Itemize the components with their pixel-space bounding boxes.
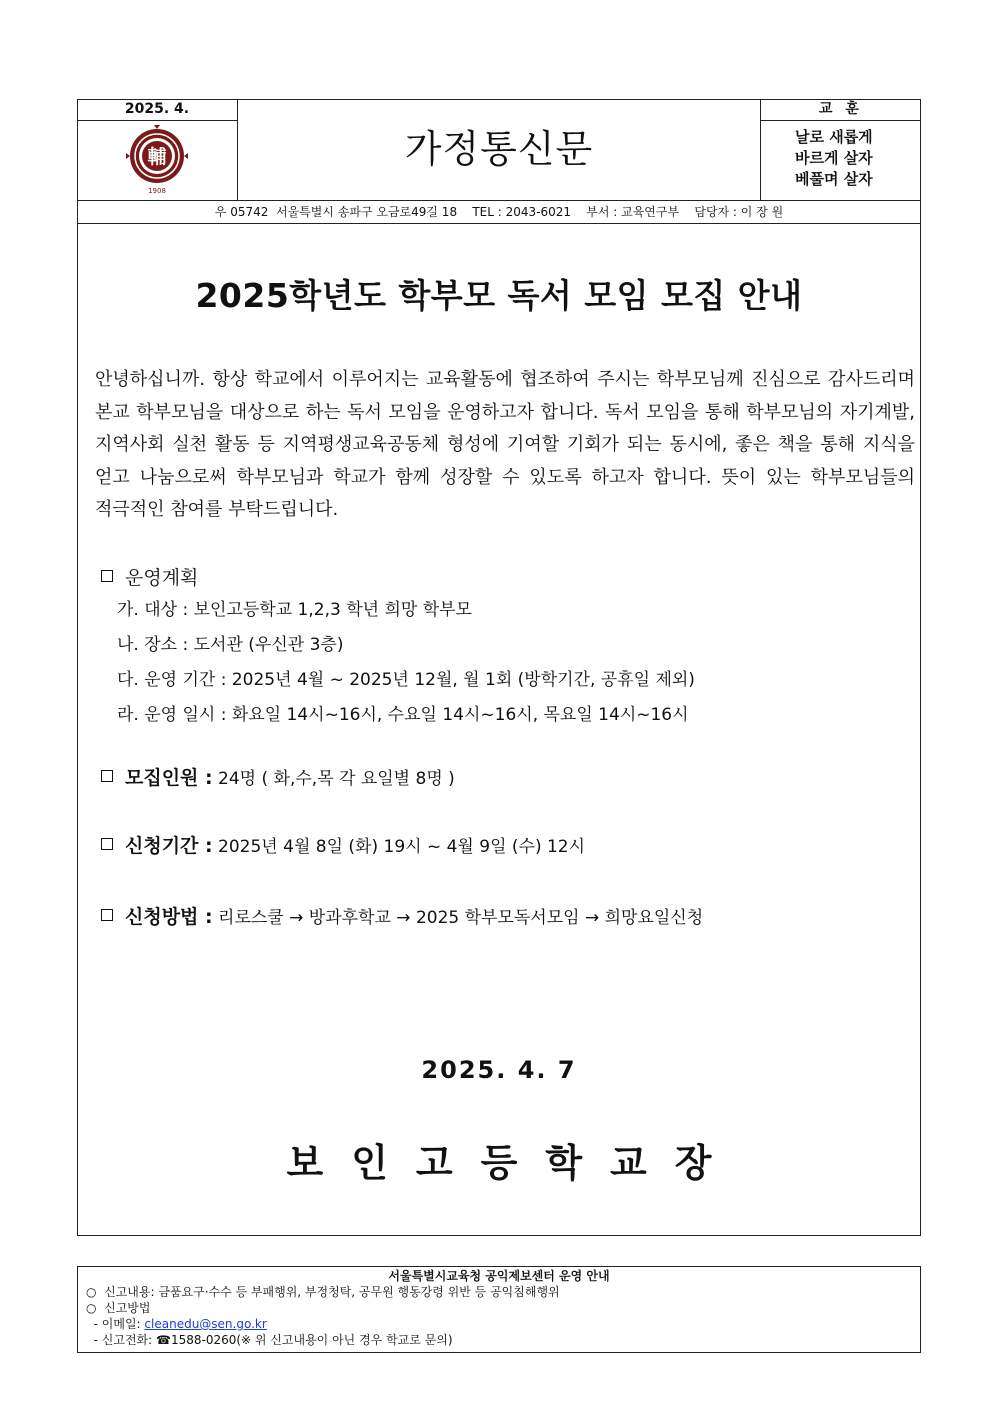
email-link[interactable]: cleanedu@sen.go.kr — [144, 1317, 267, 1331]
motto-line: 바르게 살자 — [795, 149, 873, 167]
footer-line: ○ 신고방법 — [86, 1301, 151, 1315]
motto — [760, 121, 921, 200]
school-logo — [77, 121, 238, 200]
footer-line: - 신고전화: ☎1588-0260(※ 위 신고내용이 아닌 경우 학교로 문의) — [86, 1333, 453, 1347]
logo-char: 輔 — [147, 146, 167, 168]
period-section — [101, 833, 585, 860]
plan-heading: 운영계획 — [101, 565, 198, 591]
checkbox-icon — [101, 770, 113, 782]
signer: 보인고등학교장 — [286, 1141, 740, 1185]
recruit-section — [101, 765, 455, 792]
issue-date: 2025. 4. — [77, 99, 238, 121]
document-title: 2025학년도 학부모 독서 모임 모집 안내 — [195, 276, 803, 315]
plan-item: 가. 대상 : 보인고등학교 1,2,3 학년 희망 학부모 — [117, 600, 472, 620]
motto-line: 날로 새롭게 — [795, 128, 873, 146]
footer-title: 서울특별시교육청 공익제보센터 운영 안내 — [388, 1269, 610, 1283]
plan-item: 나. 장소 : 도서관 (우신관 3층) — [117, 635, 344, 655]
method-value: 리로스쿨 → 방과후학교 → 2025 학부모독서모임 → 희망요일신청 — [212, 908, 704, 928]
method-label: 신청방법 : — [125, 906, 213, 928]
recruit-label: 모집인원 : — [125, 767, 213, 789]
period-label: 신청기간 : — [125, 835, 213, 857]
footer-email-line: - 이메일: cleanedu@sen.go.kr — [86, 1317, 267, 1331]
newsletter-title: 가정통신문 — [404, 127, 594, 171]
footer-line: ○ 신고내용: 금품요구·수수 등 부패행위, 부정청탁, 공무원 행동강령 위반 등 공익침해행위 — [86, 1285, 560, 1299]
recruit-value: 24명 ( 화,수,목 각 요일별 8명 ) — [212, 769, 455, 789]
logo-year: 1908 — [148, 187, 166, 195]
method-section — [101, 904, 703, 931]
school-emblem-icon — [126, 125, 188, 183]
period-value: 2025년 4월 8일 (화) 19시 ~ 4월 9일 (수) 12시 — [212, 837, 586, 857]
plan-item: 다. 운영 기간 : 2025년 4월 ~ 2025년 12월, 월 1회 (방학기간, 공휴일 제외) — [117, 670, 695, 690]
motto-heading: 교 훈 — [760, 99, 921, 121]
checkbox-icon — [101, 909, 113, 921]
intro-paragraph: 안녕하십니까. 항상 학교에서 이루어지는 교육활동에 협조하여 주시는 학부모님께 진심으로 감사드리며 본교 학부모님을 대상으로 하는 독서 모임을 운영하고자 합니다. 독서 모임을 통해 학부모님의 자기계발, 지역사회 실천 활동 등 지역평생교육공동체 형성에 기여할 기회가 되는 동시에, 좋은 책을 통해 지식을 얻고 나눔으로써 학부모님과 학교가 함께 성장할 수 있도록 하고자 합니다. 뜻이 있는 학부모님들의 적극적인 참여를 부탁드립니다. — [95, 369, 915, 521]
checkbox-icon — [101, 570, 113, 582]
plan-item: 라. 운영 일시 : 화요일 14시~16시, 수요일 14시~16시, 목요일 14시~16시 — [117, 705, 689, 725]
address-line: 우 05742 서울특별시 송파구 오금로49길 18 TEL : 2043-6021 부서 : 교육연구부 담당자 : 이 장 원 — [77, 200, 921, 224]
document-date: 2025. 4. 7 — [421, 1056, 577, 1084]
motto-line: 베풀며 살자 — [795, 170, 873, 188]
footer-notice — [77, 1266, 921, 1353]
checkbox-icon — [101, 838, 113, 850]
